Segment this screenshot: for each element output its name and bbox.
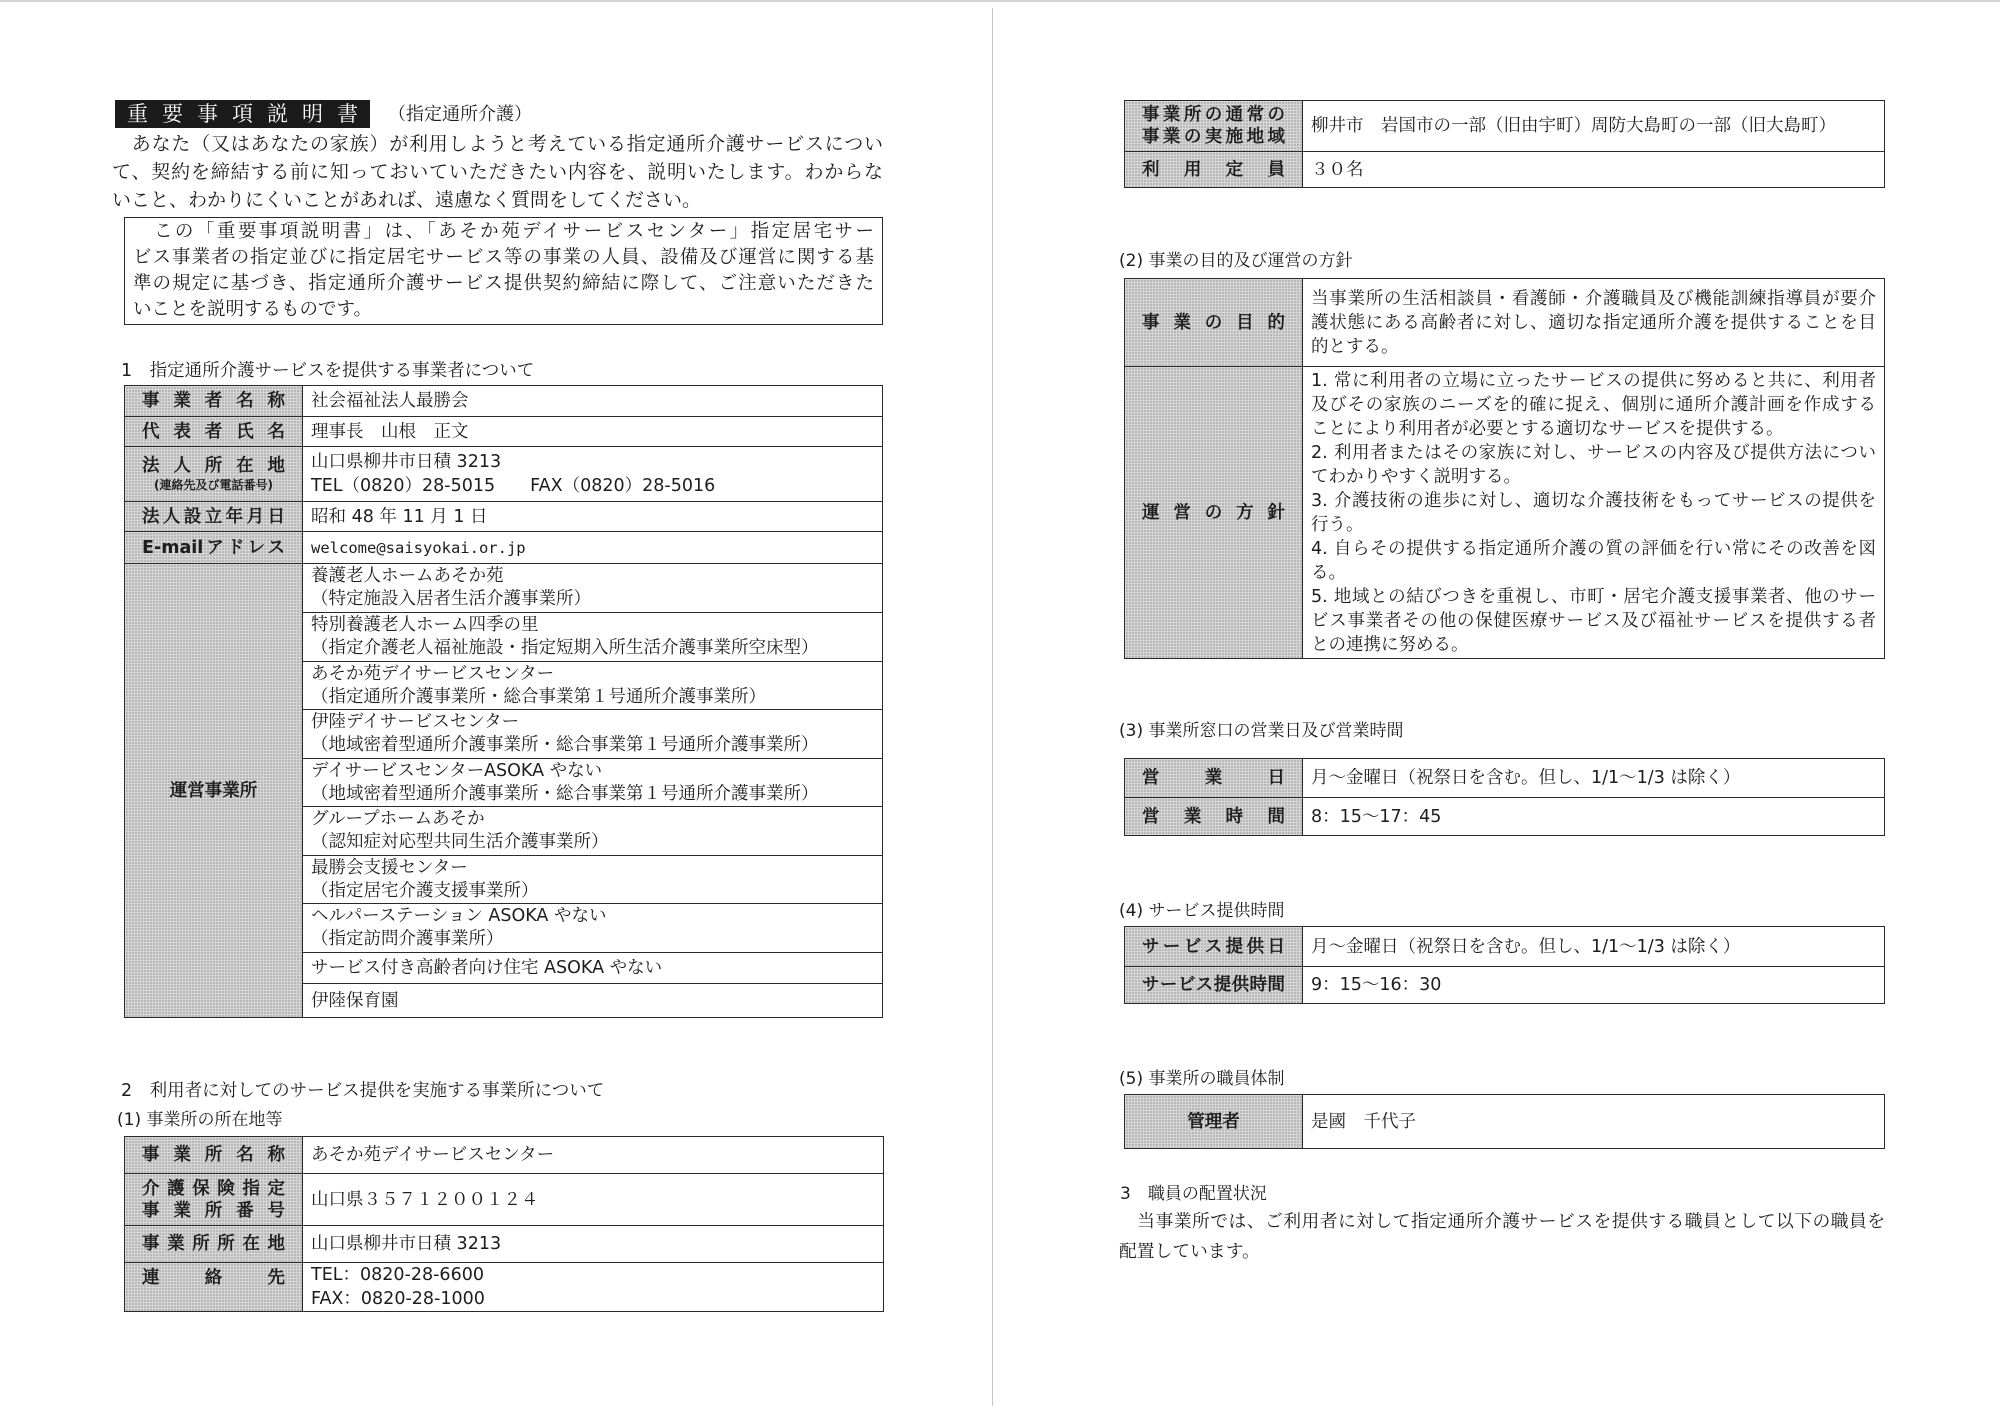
policy-line: てわかりやすく説明する。 <box>1311 466 1521 487</box>
business-days-row <box>1125 759 1885 798</box>
office-row <box>125 1174 884 1226</box>
service-area-value: 柳井市 岩国市の一部（旧由宇町）周防大島町の一部（旧大島町） <box>1311 116 1836 136</box>
facility-type: （指定訪問介護事業所） <box>311 929 504 949</box>
facility-name: 養護老人ホームあそか苑 <box>311 566 504 586</box>
corporate-address-sublabel: (連絡先及び電話番号) <box>154 478 273 492</box>
service-days-row <box>1125 927 1885 967</box>
notice-line: この「重要事項説明書」は、「あそか苑デイサービスセンター」指定居宅サー <box>133 221 874 242</box>
service-hours-table <box>1124 926 1885 1004</box>
email-label: E-mailアドレス <box>142 537 285 558</box>
facility-type: （指定介護老人福祉施設・指定短期入所生活介護事業所空床型） <box>311 638 819 658</box>
label-cell <box>1125 1095 1303 1149</box>
policy-line: 及びその家族のニーズを的確に捉え、個別に通所介護計画を作成する <box>1311 394 1876 415</box>
facility-name: 伊陸保育園 <box>311 990 399 1011</box>
provider-row <box>125 532 883 564</box>
value-cell <box>1303 759 1885 798</box>
service-days-value: 月～金曜日（祝祭日を含む。但し、1/1～1/3 は除く） <box>1311 936 1741 957</box>
policy-line: 行う。 <box>1311 514 1364 535</box>
facility-name: 特別養護老人ホーム四季の里 <box>311 615 539 635</box>
email-value: welcome@saisyokai.or.jp <box>311 538 526 557</box>
policy-line: 3. 介護技術の進歩に対し、適切な介護技術をもってサービスの提供を <box>1311 490 1876 511</box>
manager-row <box>1125 1095 1885 1149</box>
policy-line: 1. 常に利用者の立場に立ったサービスの提供に努めると共に、利用者 <box>1311 370 1876 391</box>
service-days-label: サービス提供日 <box>1142 936 1285 957</box>
established-date-value: 昭和 48 年 11 月 1 日 <box>311 506 488 527</box>
policy-table <box>1124 278 1885 659</box>
office-address-label: 事業所所在地 <box>142 1234 285 1254</box>
scan-top-edge <box>0 0 2000 2</box>
office-hours-table <box>1124 758 1885 836</box>
label-cell <box>125 1137 303 1174</box>
facilities-label: 運営事業所 <box>169 780 258 801</box>
insurance-number-label-line: 介護保険指定 <box>142 1178 285 1199</box>
insurance-number-value: 山口県３５７１２００１２４ <box>311 1189 539 1210</box>
facility-name: あそか苑デイサービスセンター <box>311 663 555 684</box>
business-days-value: 月～金曜日（祝祭日を含む。但し、1/1～1/3 は除く） <box>1311 768 1741 788</box>
label-cell <box>1125 798 1303 836</box>
service-section-heading: (4) サービス提供時間 <box>1119 901 1285 921</box>
office-section-subheading: (1) 事業所の所在地等 <box>117 1110 283 1130</box>
provider-table <box>124 385 883 1018</box>
value-cell <box>1303 367 1885 659</box>
notice-line: ビス事業者の指定並びに指定居宅サービス等の事業の人員、設備及び運営に関する基 <box>133 247 874 268</box>
insurance-number-label-line: 事業所番号 <box>142 1200 285 1221</box>
label-cell <box>125 1263 303 1312</box>
value-cell <box>1303 279 1885 367</box>
service-area-table <box>1124 100 1885 188</box>
facility-type: （地域密着型通所介護事業所・総合事業第１号通所介護事業所） <box>311 735 819 755</box>
value-cell <box>303 502 883 532</box>
placement-line: 当事業所では、ご利用者に対して指定通所介護サービスを提供する職員として以下の職員を <box>1119 1211 1885 1232</box>
value-cell <box>1303 101 1885 152</box>
purpose-line: 護状態にある高齢者に対し、適切な指定通所介護を提供することを目 <box>1311 312 1876 333</box>
value-cell <box>303 1137 884 1174</box>
capacity-label: 利用定員 <box>1142 159 1285 180</box>
value-cell <box>1303 1095 1885 1149</box>
facility-type: （認知症対応型共同生活介護事業所） <box>311 832 609 852</box>
facility-cell <box>303 564 883 613</box>
label-cell <box>1125 101 1303 152</box>
notice-line: 準の規定に基づき、指定通所介護サービス提供契約締結に際して、ご注意いただきた <box>133 273 874 294</box>
purpose-line: 的とする。 <box>1311 336 1399 357</box>
facility-row <box>125 564 883 613</box>
representative-value: 理事長 山根 正文 <box>311 421 469 442</box>
placement-paragraph <box>1119 1207 1885 1267</box>
corporate-phone-fax-value: TEL（0820）28-5015 FAX（0820）28-5016 <box>311 476 716 496</box>
value-cell <box>303 1226 884 1263</box>
business-hours-label: 営業時間 <box>1142 806 1285 827</box>
label-cell <box>125 1174 303 1226</box>
business-hours-value: 8：15～17：45 <box>1311 806 1442 827</box>
label-cell <box>1125 967 1303 1004</box>
label-cell <box>125 502 303 532</box>
provider-row <box>125 386 883 417</box>
notice-box <box>124 217 883 325</box>
contact-fax-value: FAX：0820-28-1000 <box>311 1289 485 1309</box>
facility-cell <box>303 710 883 759</box>
policy-line: ことにより利用者が必要とする適切なサービスを提供する。 <box>1311 418 1784 439</box>
provider-row <box>125 447 883 502</box>
established-date-label: 法人設立年月日 <box>142 506 285 527</box>
intro-line: いこと、わかりにくいことがあれば、遠慮なく質問をしてください。 <box>112 189 702 211</box>
policy-line: ビス事業者その他の保健医療サービス及び福祉サービスを提供する者 <box>1311 610 1876 631</box>
capacity-value: ３０名 <box>1311 159 1364 180</box>
policy-line: る。 <box>1311 562 1346 583</box>
facility-cell <box>303 759 883 807</box>
facility-name: サービス付き高齢者向け住宅 ASOKA やない <box>311 958 663 978</box>
value-cell <box>303 386 883 417</box>
page-divider <box>992 8 993 1406</box>
facility-name: グループホームあそか <box>311 809 485 829</box>
representative-label: 代表者氏名 <box>142 421 285 442</box>
provider-row <box>125 417 883 447</box>
value-cell <box>303 447 883 502</box>
label-cell <box>1125 367 1303 659</box>
document-title: 重要事項説明書 <box>115 100 370 128</box>
label-cell <box>125 564 303 1018</box>
facility-cell <box>303 856 883 904</box>
contact-label: 連絡先 <box>142 1268 285 1288</box>
corporate-address-value: 山口県柳井市日積 3213 <box>311 452 502 472</box>
value-cell <box>303 417 883 447</box>
notice-line: いことを説明するものです。 <box>133 299 373 320</box>
provider-row <box>125 502 883 532</box>
service-hours-label: サービス提供時間 <box>1142 975 1285 995</box>
policy-section-heading: (2) 事業の目的及び運営の方針 <box>1119 251 1353 271</box>
office-address-value: 山口県柳井市日積 3213 <box>311 1234 502 1254</box>
label-cell <box>125 1226 303 1263</box>
intro-paragraph <box>112 130 883 214</box>
policy-line: との連携に努める。 <box>1311 634 1469 655</box>
label-cell <box>1125 152 1303 188</box>
intro-line: て、契約を締結する前に知っておいていただきたい内容を、説明いたします。わからな <box>112 161 883 183</box>
manager-value: 是國 千代子 <box>1311 1111 1416 1132</box>
facility-type: （地域密着型通所介護事業所・総合事業第１号通所介護事業所） <box>311 783 819 804</box>
value-cell <box>303 532 883 564</box>
staff-section-heading: (5) 事業所の職員体制 <box>1119 1069 1285 1089</box>
staff-table <box>1124 1094 1885 1149</box>
facility-type: （指定通所介護事業所・総合事業第１号通所介護事業所） <box>311 686 766 707</box>
facility-name: 伊陸デイサービスセンター <box>311 712 520 732</box>
facility-type: （指定居宅介護支援事業所） <box>311 880 539 901</box>
value-cell <box>1303 152 1885 188</box>
office-section-heading: 2 利用者に対してのサービス提供を実施する事業所について <box>121 1081 605 1101</box>
policy-line: 4. 自らその提供する指定通所介護の質の評価を行い常にその改善を図 <box>1311 538 1876 559</box>
purpose-label: 事業の目的 <box>1142 312 1285 333</box>
policy-row <box>1125 367 1885 659</box>
policy-line: 5. 地域との結びつきを重視し、市町・居宅介護支援事業者、他のサー <box>1311 586 1876 607</box>
business-days-label: 営業日 <box>1142 768 1285 788</box>
label-cell <box>125 386 303 417</box>
label-cell <box>1125 927 1303 967</box>
office-name-value: あそか苑デイサービスセンター <box>311 1145 555 1165</box>
service-area-row <box>1125 101 1885 152</box>
service-area-label-line: 事業所の通常の <box>1142 105 1285 125</box>
value-cell <box>1303 927 1885 967</box>
label-cell <box>1125 759 1303 798</box>
facility-cell <box>303 953 883 984</box>
provider-section-heading: 1 指定通所介護サービスを提供する事業者について <box>121 361 535 381</box>
label-cell <box>125 417 303 447</box>
policy-line: 2. 利用者またはその家族に対し、サービスの内容及び提供方法につい <box>1311 442 1876 463</box>
purpose-row <box>1125 279 1885 367</box>
facility-type: （特定施設入居者生活介護事業所） <box>311 589 591 609</box>
policy-label: 運営の方針 <box>1142 502 1285 523</box>
capacity-row <box>1125 152 1885 188</box>
office-table <box>124 1136 884 1312</box>
placement-line: 配置しています。 <box>1119 1241 1260 1262</box>
document-title-note: （指定通所介護） <box>388 104 532 125</box>
placement-section-heading: 3 職員の配置状況 <box>1120 1184 1267 1204</box>
facility-cell <box>303 807 883 856</box>
service-hours-value: 9：15～16：30 <box>1311 975 1442 995</box>
facility-name: 最勝会支援センター <box>311 857 468 878</box>
office-name-label: 事業所名称 <box>142 1145 285 1165</box>
label-cell <box>125 532 303 564</box>
office-row <box>125 1263 884 1312</box>
facility-cell <box>303 613 883 662</box>
purpose-line: 当事業所の生活相談員・看護師・介護職員及び機能訓練指導員が要介 <box>1311 288 1876 309</box>
value-cell <box>1303 967 1885 1004</box>
value-cell <box>303 1263 884 1312</box>
facility-name: デイサービスセンターASOKA やない <box>311 760 603 781</box>
office-row <box>125 1137 884 1174</box>
facility-cell <box>303 984 883 1018</box>
label-cell <box>1125 279 1303 367</box>
provider-name-label: 事業者名称 <box>142 391 285 411</box>
service-hours-row <box>1125 967 1885 1004</box>
value-cell <box>303 1174 884 1226</box>
hours-section-heading: (3) 事業所窓口の営業日及び営業時間 <box>1119 721 1404 741</box>
facility-name: ヘルパーステーション ASOKA やない <box>311 906 607 926</box>
intro-line: あなた（又はあなたの家族）が利用しようと考えている指定通所介護サービスについ <box>112 133 883 155</box>
corporate-address-label: 法人所在地 <box>142 456 285 476</box>
service-area-label-line: 事業の実施地域 <box>1142 127 1285 147</box>
office-row <box>125 1226 884 1263</box>
facility-cell <box>303 662 883 710</box>
facility-cell <box>303 904 883 953</box>
contact-tel-value: TEL：0820-28-6600 <box>311 1265 484 1285</box>
manager-label: 管理者 <box>1187 1111 1240 1132</box>
provider-name-value: 社会福祉法人最勝会 <box>311 391 469 411</box>
value-cell <box>1303 798 1885 836</box>
business-hours-row <box>1125 798 1885 836</box>
label-cell <box>125 447 303 502</box>
